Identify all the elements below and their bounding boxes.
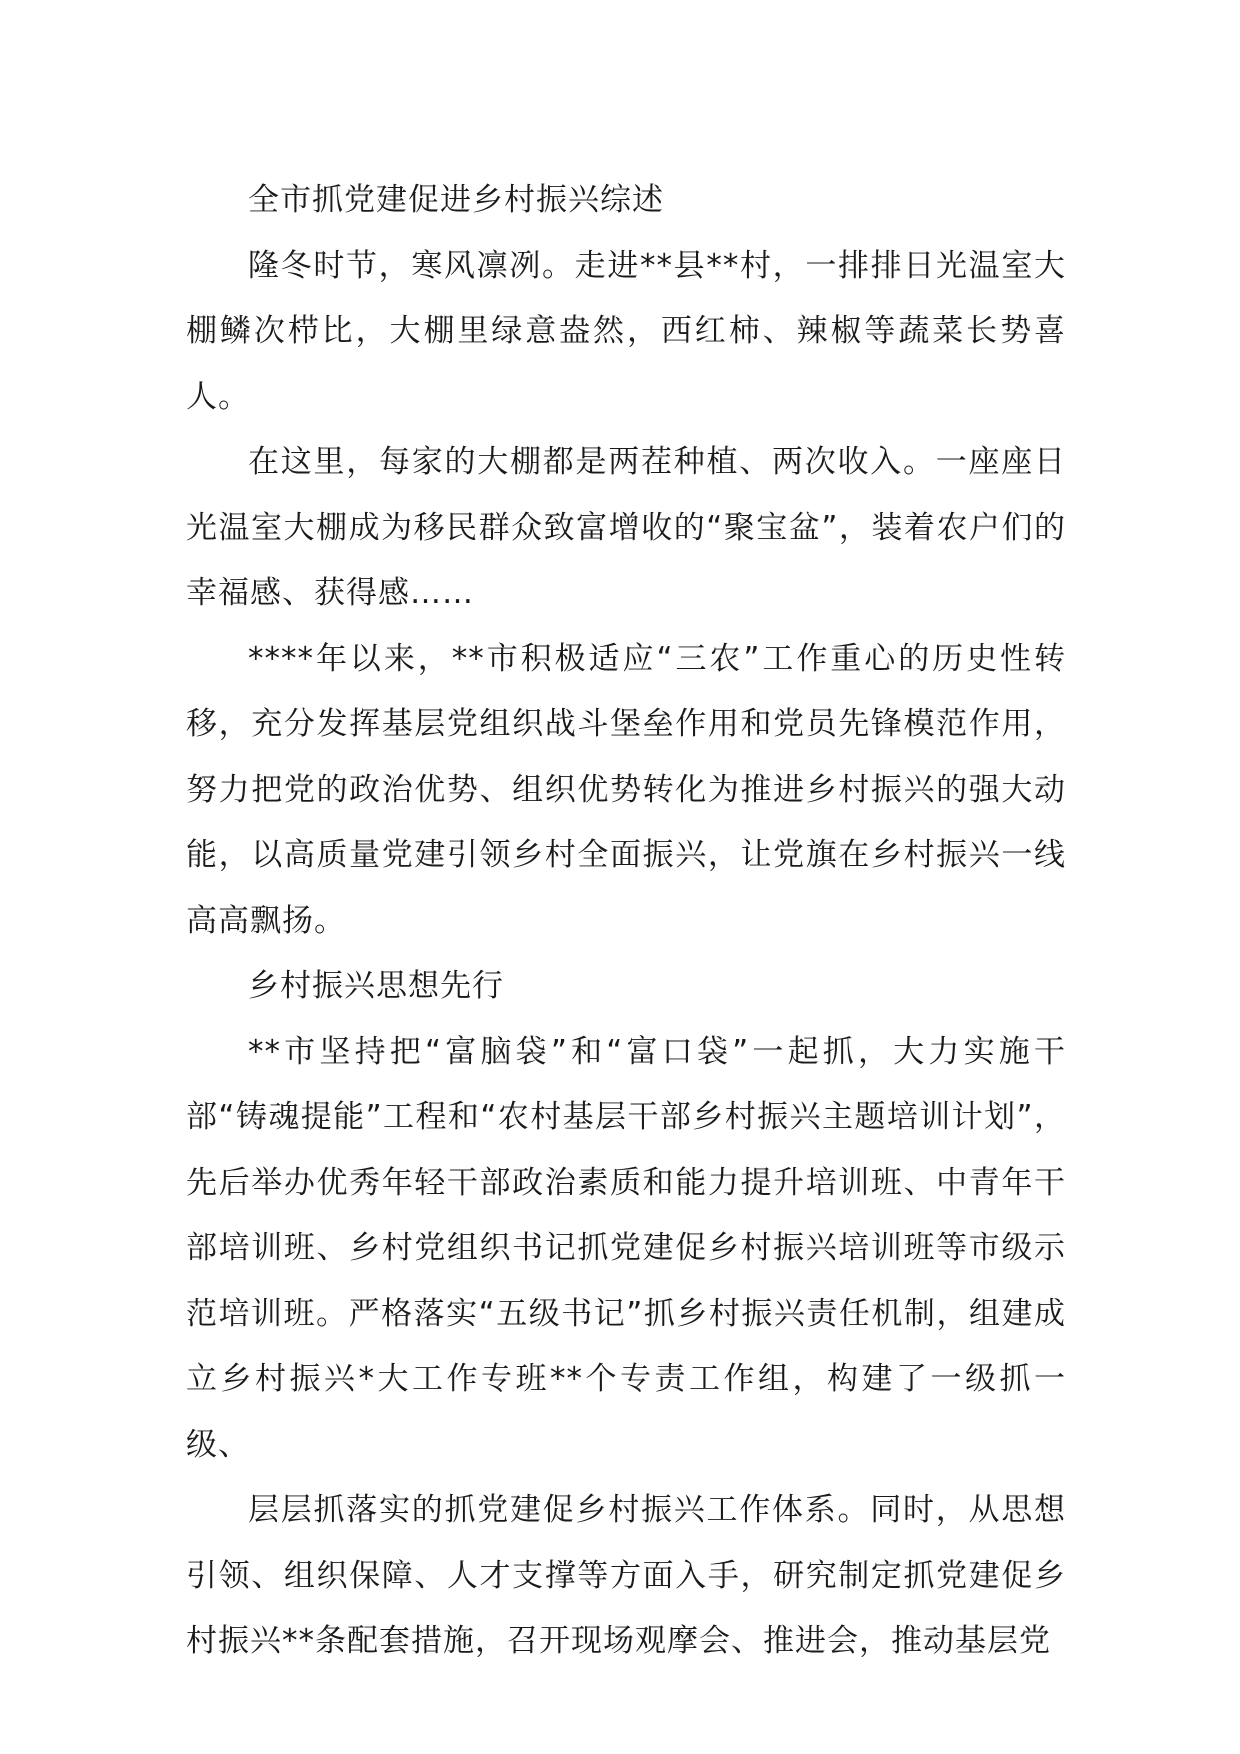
- paragraph-5: 层层抓落实的抓党建促乡村振兴工作体系。同时，从思想引领、组织保障、人才支撑等方面入手，研究制定抓党建促乡村振兴**条配套措施，召开现场观摩会、推进会，推动基层党: [186, 1492, 1066, 1659]
- document-title: 全市抓党建促进乡村振兴综述: [248, 182, 664, 218]
- paragraph-1: 隆冬时节，寒风凛冽。走进**县**村，一排排日光温室大棚鳞次栉比，大棚里绿意盎然，西红柿、辣椒等蔬菜长势喜人。: [186, 247, 1066, 415]
- paragraph-2: 在这里，每家的大棚都是两茬种植、两次收入。一座座日光温室大棚成为移民群众致富增收的“聚宝盆”，装着农户们的幸福感、获得感……: [186, 444, 1066, 611]
- paragraph-4: **市坚持把“富脑袋”和“富口袋”一起抓，大力实施干部“铸魂提能”工程和“农村基层干部乡村振兴主题培训计划”，先后举办优秀年轻干部政治素质和能力提升培训班、中青年干部培训班、乡村党组织书记抓党建促乡村振兴培训班等市级示范培训班。严格落实“五级书记”抓乡村振兴责任机制，组建成立乡村振兴*大工作专班**个专责工作组，构建了一级抓一级、: [186, 1033, 1066, 1463]
- paragraph-3: ****年以来，**市积极适应“三农”工作重心的历史性转移，充分发挥基层党组织战斗堡垒作用和党员先锋模范作用，努力把党的政治优势、组织优势转化为推进乡村振兴的强大动能，以高质量党建引领乡村全面振兴，让党旗在乡村振兴一线高高飘扬。: [186, 640, 1066, 939]
- section-heading: 乡村振兴思想先行: [248, 968, 504, 1004]
- document-body: [186, 168, 1066, 1675]
